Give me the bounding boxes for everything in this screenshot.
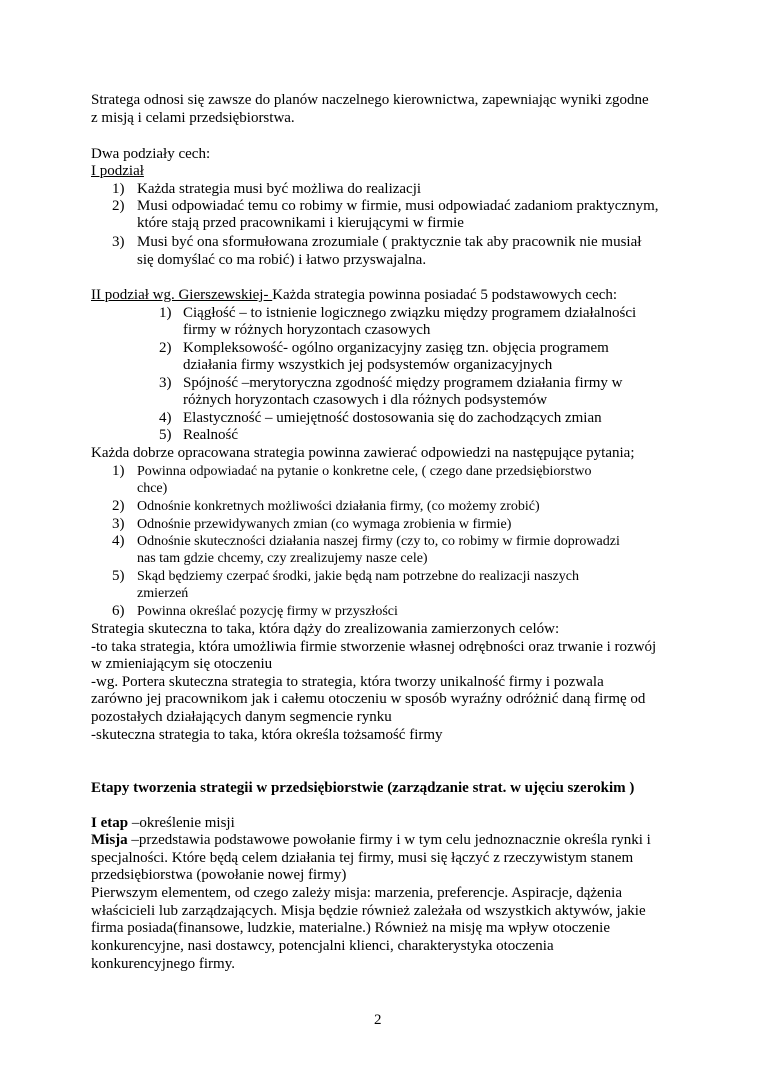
list-item: Odnośnie konkretnych możliwości działania firmy, (co możemy zrobić) xyxy=(137,499,540,514)
list-item: Odnośnie przewidywanych zmian (co wymaga zrobienia w firmie) xyxy=(137,517,512,532)
paragraph-line: -skuteczna strategia to taka, która określa tożsamość firmy xyxy=(91,727,443,743)
misja-text: –przedstawia podstawowe powołanie firmy i w tym celu jednoznacznie określa rynki i xyxy=(131,832,651,848)
list-item-cont: które stają przed pracownikami i kierującymi w firmie xyxy=(137,215,464,231)
list-item-cont: firmy w różnych horyzontach czasowych xyxy=(183,322,431,338)
list-item-cont: działania firmy wszystkich jej podsystemów organizacyjnych xyxy=(183,357,553,373)
list-number: 2) xyxy=(112,198,125,214)
list-item: Musi odpowiadać temu co robimy w firmie, musi odpowiadać zadaniom praktycznym, xyxy=(137,198,659,214)
list-number: 4) xyxy=(159,410,172,426)
list-item: Musi być ona sformułowana zrozumiale ( praktycznie tak aby pracownik nie musiał xyxy=(137,234,642,250)
list-item-cont: się domyślać co ma robić) i łatwo przyswajalna. xyxy=(137,252,427,268)
list-number: 1) xyxy=(112,463,125,479)
list-number: 5) xyxy=(112,568,125,584)
list-item: Ciągłość – to istnienie logicznego związku między programem działalności xyxy=(183,305,637,321)
list-item: Powinna określać pozycję firmy w przyszłości xyxy=(137,604,398,619)
paragraph-line: pozostałych działających danym segmencie rynku xyxy=(91,709,392,725)
podzial2-heading-underlined: II podział wg. Gierszewskiej- xyxy=(91,287,273,303)
paragraph-line: konkurencyjnego firmy. xyxy=(91,956,235,972)
podzial2-heading-rest: Każda strategia powinna posiadać 5 podstawowych cech: xyxy=(272,287,618,303)
list-item: Każda strategia musi być możliwa do realizacji xyxy=(137,181,422,197)
list-item: Kompleksowość- ogólno organizacyjny zasięg tzn. objęcia programem xyxy=(183,340,609,356)
list-number: 2) xyxy=(159,340,172,356)
list-number: 1) xyxy=(112,181,125,197)
list-number: 5) xyxy=(159,427,172,443)
list-number: 1) xyxy=(159,305,172,321)
list-item: Elastyczność – umiejętność dostosowania się do zachodzących zmian xyxy=(183,410,602,426)
list-number: 3) xyxy=(159,375,172,391)
list-item-cont: różnych horyzontach czasowych i dla różnych podsystemów xyxy=(183,392,548,408)
etap1-line xyxy=(91,815,235,832)
section-heading: Etapy tworzenia strategii w przedsiębiorstwie (zarządzanie strat. w ujęciu szerokim ) xyxy=(91,780,635,796)
etap1-text: –określenie misji xyxy=(131,815,235,831)
misja-label: Misja xyxy=(91,832,132,848)
list-number: 3) xyxy=(112,234,125,250)
paragraph-line: z misją i celami przedsiębiorstwa. xyxy=(91,110,295,126)
paragraph-line: specjalności. Które będą celem działania tej firmy, musi się łączyć z rzeczywistym stanem xyxy=(91,850,634,866)
list-item: Realność xyxy=(183,427,238,443)
list-number: 2) xyxy=(112,498,125,514)
etap1-label: I etap xyxy=(91,815,132,831)
paragraph-line: w zmieniającym się otoczeniu xyxy=(91,656,273,672)
list-number: 4) xyxy=(112,533,125,549)
paragraph-line: -to taka strategia, która umożliwia firmie stworzenie własnej odrębności oraz trwanie i rozwój xyxy=(91,639,657,655)
paragraph-line: właścicieli lub zarządzających. Misja będzie również zależała od wszystkich aktywów, jakie xyxy=(91,903,646,919)
podzial2-heading xyxy=(91,287,617,304)
list-item-cont: zmierzeń xyxy=(137,586,189,601)
list-number: 3) xyxy=(112,516,125,532)
paragraph-line: Strategia skuteczna to taka, która dąży do zrealizowania zamierzonych celów: xyxy=(91,621,560,637)
list-item: Skąd będziemy czerpać środki, jakie będą nam potrzebne do realizacji naszych xyxy=(137,569,579,584)
list-item: Odnośnie skuteczności działania naszej firmy (czy to, co robimy w firmie doprowadzi xyxy=(137,534,620,549)
section-label: Dwa podziały cech: xyxy=(91,146,211,162)
paragraph-line: Stratega odnosi się zawsze do planów naczelnego kierownictwa, zapewniając wyniki zgodne xyxy=(91,92,649,108)
paragraph-line: zarówno jej pracownikom jak i całemu otoczeniu w sposób wyraźny odróżnić daną firmę od xyxy=(91,691,646,707)
paragraph-line: Pierwszym elementem, od czego zależy misja: marzenia, preferencje. Aspiracje, dążenia xyxy=(91,885,622,901)
list-item-cont: nas tam gdzie chcemy, czy zrealizujemy nasze cele) xyxy=(137,551,428,566)
podzial1-heading: I podział xyxy=(91,163,144,179)
paragraph-line: konkurencyjne, nasi dostawcy, potencjalni klienci, charakterystyka otoczenia xyxy=(91,938,554,954)
paragraph-line: przedsiębiorstwa (powołanie nowej firmy) xyxy=(91,867,347,883)
page-number: 2 xyxy=(374,1012,382,1028)
list-number: 6) xyxy=(112,603,125,619)
list-item: Spójność –merytoryczna zgodność między programem działania firmy w xyxy=(183,375,623,391)
list-item: Powinna odpowiadać na pytanie o konkretne cele, ( czego dane przedsiębiorstwo xyxy=(137,464,592,479)
paragraph-line: Każda dobrze opracowana strategia powinna zawierać odpowiedzi na następujące pytania; xyxy=(91,445,635,461)
paragraph-line: -wg. Portera skuteczna strategia to strategia, która tworzy unikalność firmy i pozwala xyxy=(91,674,604,690)
list-item-cont: chce) xyxy=(137,481,168,496)
paragraph-line: firma posiada(finansowe, ludzkie, materialne.) Również na misję ma wpływ otoczenie xyxy=(91,920,610,936)
misja-line xyxy=(91,832,651,849)
